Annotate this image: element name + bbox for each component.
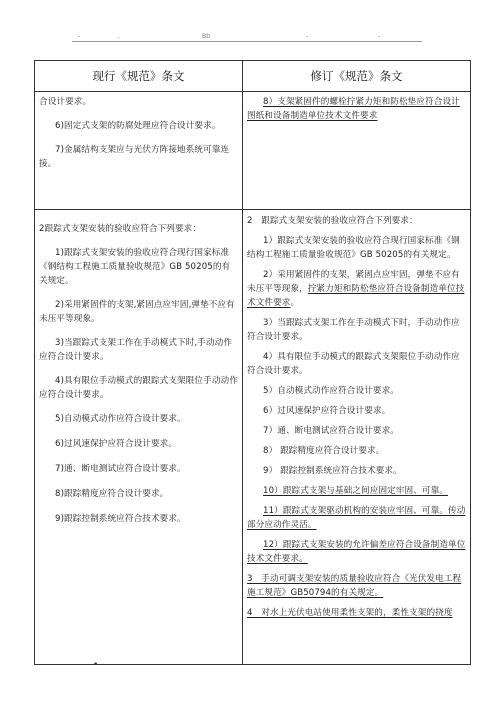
header-mark: Bb (202, 33, 210, 40)
clause-text: 合设计要求。 (39, 97, 92, 107)
clause-text: 7)通、断电测试应符合设计要求。 (55, 464, 186, 474)
clause-text: 9） 跟踪控制系统应符合技术要求。 (263, 466, 402, 476)
clause-text-part: 2）采用紧固件的支架，紧固点应牢固，弹垫不应有未压平等现象， (247, 270, 460, 294)
header-mark: , (118, 33, 120, 40)
clause-text (247, 268, 466, 310)
clause-text: 4）具有限位手动模式的跟踪式支架限位手动动作应符合设计要求。 (247, 352, 460, 376)
clause-text: 5）自动模式动作应符合设计要求。 (263, 386, 399, 396)
clause-text: 4)具有限位手动模式的跟踪式支架限位手动动作应符合设计要求。 (39, 376, 238, 400)
header-mark: - (378, 33, 381, 40)
clause-text: 1）跟踪式支架安装的验收应符合现行国家标准《钢结构工程施工质量验收规范》GB 50205的有关规定。 (247, 236, 460, 260)
table-row (35, 210, 471, 665)
clause-text: 6)固定式支架的防腐处理应符合设计要求。 (55, 121, 221, 131)
revised-clause-cell (243, 92, 471, 210)
column-header-current: 现行《规范》条文 (35, 61, 243, 92)
header-mark: - (78, 33, 81, 40)
clause-text: 5)自动模式动作应符合设计要求。 (55, 414, 186, 424)
clause-text: 2跟踪式支架安装的验收应符合下列要求： (39, 224, 202, 234)
header-rule (72, 41, 422, 42)
table-row (35, 92, 471, 210)
current-clause-cell (35, 92, 243, 210)
clause-text: 6)过风速保护应符合设计要求。 (55, 439, 178, 449)
clause-text-part: 。 (290, 298, 300, 308)
footer-mark: • (93, 660, 99, 670)
table-header-row (35, 61, 471, 92)
clause-text-revised: 11）跟踪式支架驱动机构的安装应牢固、可靠。传动部分应动作灵活。 (247, 506, 466, 530)
clause-text-revised: 3 手动可调支架安装的质量验收应符合《光伏发电工程施工规范》GB50794的有关规定。 (247, 574, 462, 598)
clause-text: 6）过风速保护应符合设计要求。 (263, 406, 391, 416)
revised-clause-cell (243, 210, 471, 665)
clause-text: 3)当跟踪式支架工作在手动模式下时,手动动作应符合设计要求。 (39, 338, 233, 362)
clause-text: 3）当跟踪式支架工作在手动模式下时，手动动作应符合设计要求。 (247, 318, 460, 342)
clause-text: 8)跟踪精度应符合设计要求。 (55, 489, 169, 499)
column-header-revised: 修订《规范》条文 (243, 61, 471, 92)
clause-text: 2 跟踪式支架安装的验收应符合下列要求： (247, 216, 418, 226)
clause-text-revised: 拧紧力矩和防松垫应符合设备制造单位技术文件要求 (247, 284, 465, 308)
current-clause-cell (35, 210, 243, 665)
clause-text: 7)金属结构支架应与光伏方阵接地系统可靠连接。 (39, 145, 230, 169)
clause-text-revised: 8）支架紧固件的螺栓拧紧力矩和防松垫应符合设计图纸和设备制造单位技术文件要求 (247, 97, 460, 121)
comparison-table (34, 60, 471, 665)
clause-text-revised: 4 对水上光伏电站使用柔性支架的，柔性支架的挠度 (247, 608, 453, 618)
clause-text: 1)跟踪式支架安装的验收应符合现行国家标准《钢结构工程施工质量验收规范》GB 50205的有关规定。 (39, 248, 231, 286)
clause-text: 9)跟踪控制系统应符合技术要求。 (55, 514, 186, 524)
clause-text: 8） 跟踪精度应符合设计要求。 (263, 446, 385, 456)
header-mark: - (306, 33, 309, 40)
clause-text-revised: 12）跟踪式支架安装的允许偏差应符合设备制造单位技术文件要求。 (247, 540, 466, 564)
clause-text-revised: 10）跟踪式支架与基础之间应固定牢固、可靠。 (263, 486, 449, 496)
clause-text: 7）通、断电测试应符合设计要求。 (263, 426, 399, 436)
clause-text: 2)采用紧固件的支架,紧固点应牢固,弹垫不应有未压平等现象。 (39, 300, 235, 324)
